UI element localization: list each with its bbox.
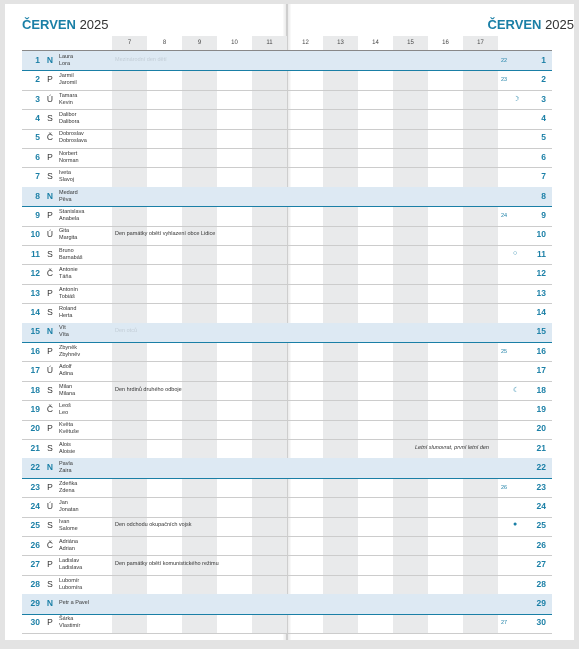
day-number-right: 19 [536, 403, 546, 414]
nameday-name: Zdena [59, 487, 75, 494]
moon-phase-icon: ☾ [513, 386, 520, 394]
day-number: 5 [35, 132, 40, 143]
weekday-letter: Č [46, 268, 54, 279]
nameday-name: Roland [59, 305, 77, 312]
weekday-letter: Ú [46, 500, 54, 511]
day-number-right: 7 [541, 171, 546, 182]
weekday-letter: P [47, 617, 53, 628]
event-label: Den odchodu okupačních vojsk [115, 522, 192, 529]
year-label: 2025 [79, 17, 109, 32]
nameday-name: Gita [59, 228, 70, 235]
weekday-letter: P [47, 287, 53, 298]
nameday-name: Adina [59, 371, 74, 378]
day-number-right: 30 [536, 617, 546, 628]
nameday-name: Milan [59, 383, 73, 390]
day-number: 10 [30, 229, 40, 240]
nameday-name: Táňa [59, 274, 72, 281]
nameday-name: Dalibora [59, 118, 80, 125]
nameday-name: Lubomír [59, 577, 80, 584]
day-number-right: 22 [536, 462, 546, 473]
nameday-name: Ivan [59, 519, 70, 526]
nameday-name: Zaira [59, 468, 72, 475]
day-number: 9 [35, 209, 40, 220]
hour-column-label: 10 [231, 40, 238, 46]
nameday-name: Květa [59, 422, 74, 429]
day-number: 23 [30, 481, 40, 492]
nameday-names [59, 442, 111, 456]
nameday-names [59, 112, 111, 126]
nameday-name: Stanislava [59, 208, 85, 215]
nameday-names [59, 209, 111, 223]
day-number-right: 26 [536, 539, 546, 550]
hour-header-right [288, 36, 500, 50]
month-name: ČERVEN [22, 17, 76, 32]
day-number-right: 25 [536, 520, 546, 531]
nameday-name: Bruno [59, 247, 74, 254]
day-number-right: 20 [536, 423, 546, 434]
hour-column-label: 14 [372, 40, 379, 46]
month-name: ČERVEN [487, 17, 542, 32]
event-label: Den otců [115, 328, 138, 335]
day-number: 7 [35, 171, 40, 182]
nameday-name: Petr a Pavel [59, 600, 89, 607]
day-number: 1 [35, 54, 40, 65]
nameday-name: Tamara [59, 92, 78, 99]
day-number: 13 [30, 287, 40, 298]
nameday-name: Salome [59, 526, 78, 533]
hour-column-label: 12 [302, 40, 309, 46]
nameday-name: Lubomíra [59, 584, 83, 591]
nameday-name: Zdeňka [59, 480, 78, 487]
weekday-letter: P [47, 423, 53, 434]
hour-column-label: 11 [252, 36, 287, 50]
week-number: 22 [501, 57, 508, 64]
weekday-letter: P [47, 151, 53, 162]
day-number: 30 [30, 617, 40, 628]
month-title-right [488, 17, 575, 32]
day-number: 17 [30, 365, 40, 376]
nameday-names [59, 539, 111, 553]
event-label: Den památky obětí vyhlazení obce Lidice [115, 231, 216, 238]
hour-column-label: 9 [182, 36, 217, 50]
nameday-name: Zbyněk [59, 344, 78, 351]
nameday-names [59, 73, 111, 87]
nameday-name: Víta [59, 332, 69, 339]
day-number-right: 24 [536, 500, 546, 511]
week-number: 26 [501, 484, 508, 491]
nameday-name: Lora [59, 60, 71, 67]
day-number-right: 13 [536, 287, 546, 298]
nameday-names [59, 151, 111, 165]
month-title-left [22, 17, 109, 32]
nameday-names [59, 500, 111, 514]
nameday-names [59, 54, 111, 68]
nameday-name: Iveta [59, 170, 71, 177]
day-number: 16 [30, 345, 40, 356]
day-number-right: 11 [537, 248, 546, 259]
day-number: 24 [30, 500, 40, 511]
weekday-letter: N [46, 326, 54, 337]
nameday-name: Medard [59, 189, 78, 196]
nameday-name: Vlastimír [59, 623, 81, 630]
nameday-name: Jan [59, 499, 68, 506]
hour-header-left [112, 36, 286, 50]
weekday-letter: Č [46, 403, 54, 414]
nameday-name: Ladislav [59, 558, 80, 565]
day-number: 20 [30, 423, 40, 434]
nameday-name: Pěva [59, 196, 72, 203]
nameday-name: Tobiáš [59, 293, 75, 300]
nameday-names [59, 267, 111, 281]
nameday-names [59, 93, 111, 107]
day-number-right: 3 [541, 93, 546, 104]
nameday-name: Květuše [59, 429, 79, 436]
weekday-letter: P [47, 74, 53, 85]
moon-phase-icon: ☽ [513, 95, 520, 103]
nameday-name: Adriána [59, 538, 78, 545]
day-number-right: 1 [541, 54, 546, 65]
day-number-right: 18 [536, 384, 546, 395]
nameday-name: Antonie [59, 267, 78, 274]
nameday-name: Milana [59, 390, 76, 397]
day-number: 28 [30, 578, 40, 589]
weekday-letter: N [46, 190, 54, 201]
day-number-right: 27 [536, 559, 546, 570]
day-number: 22 [30, 462, 40, 473]
nameday-name: Dobroslav [59, 131, 84, 138]
day-number-right: 12 [536, 268, 546, 279]
day-number: 26 [30, 539, 40, 550]
nameday-name: Pavla [59, 461, 73, 468]
hour-column-label: 13 [323, 36, 358, 50]
week-number: 24 [501, 212, 508, 219]
day-number-right: 8 [541, 190, 546, 201]
weekday-letter: P [47, 481, 53, 492]
weekday-letter: P [47, 345, 53, 356]
nameday-names [59, 325, 111, 339]
nameday-name: Norman [59, 157, 79, 164]
nameday-name: Aloisie [59, 448, 76, 455]
hour-column-label: 7 [112, 36, 147, 50]
nameday-name: Adolf [59, 364, 72, 371]
nameday-name: Vít [59, 325, 66, 332]
nameday-name: Jonatan [59, 506, 79, 513]
nameday-name: Šárka [59, 616, 74, 623]
nameday-names [59, 384, 111, 398]
weekday-letter: Ú [46, 93, 54, 104]
nameday-name: Alois [59, 441, 71, 448]
hour-column-label: 17 [463, 36, 498, 50]
nameday-name: Norbert [59, 150, 78, 157]
row-separator [22, 633, 552, 634]
weekday-letter: S [47, 112, 53, 123]
nameday-name: Dalibor [59, 111, 77, 118]
nameday-names [59, 519, 111, 533]
nameday-name: Antonín [59, 286, 78, 293]
nameday-name: Jarmil [59, 73, 74, 80]
nameday-name: Adrian [59, 545, 75, 552]
nameday-name: Margita [59, 235, 78, 242]
day-number: 3 [35, 93, 40, 104]
nameday-name: Zbyhněv [59, 351, 81, 358]
weekday-letter: Č [46, 132, 54, 143]
nameday-names [59, 190, 111, 204]
nameday-names [59, 403, 111, 417]
nameday-names [59, 131, 111, 145]
day-number: 18 [30, 384, 40, 395]
nameday-name: Leoš [59, 402, 71, 409]
nameday-names [59, 170, 111, 184]
nameday-names [59, 481, 111, 495]
nameday-names [59, 600, 111, 607]
nameday-names [59, 306, 111, 320]
day-number-right: 10 [536, 229, 546, 240]
day-number-right: 2 [541, 74, 546, 85]
week-number: 27 [501, 620, 508, 627]
weekday-letter: Ú [46, 365, 54, 376]
day-number: 15 [30, 326, 40, 337]
moon-phase-icon: ○ [513, 249, 518, 257]
nameday-names [59, 228, 111, 242]
day-number-right: 16 [536, 345, 546, 356]
hour-column-label: 15 [393, 36, 428, 50]
day-number-right: 17 [536, 365, 546, 376]
hour-column-label: 16 [442, 40, 449, 46]
day-number-right: 4 [541, 112, 546, 123]
nameday-names [59, 558, 111, 572]
nameday-name: Barnabáš [59, 254, 83, 261]
weekday-letter: S [47, 520, 53, 531]
nameday-names [59, 578, 111, 592]
day-number-right: 23 [536, 481, 546, 492]
event-label: Mezinárodní den dětí [115, 56, 167, 63]
weekday-letter: S [47, 306, 53, 317]
weekday-letter: N [46, 597, 54, 608]
nameday-names [59, 422, 111, 436]
day-number: 19 [30, 403, 40, 414]
day-number: 4 [35, 112, 40, 123]
nameday-name: Ladislava [59, 565, 83, 572]
weekday-letter: Č [46, 539, 54, 550]
nameday-name: Herta [59, 312, 73, 319]
day-number: 8 [35, 190, 40, 201]
weekday-letter: S [47, 384, 53, 395]
nameday-name: Kevin [59, 99, 73, 106]
day-number: 14 [30, 306, 40, 317]
event-label: Den hrdinů druhého odboje [115, 386, 182, 393]
day-number-right: 14 [536, 306, 546, 317]
week-number: 25 [501, 348, 508, 355]
year-label: 2025 [545, 17, 574, 32]
weekday-letter: S [47, 578, 53, 589]
day-number-right: 6 [541, 151, 546, 162]
nameday-name: Anabela [59, 215, 80, 222]
day-number-right: 21 [536, 442, 546, 453]
weekday-letter: N [46, 462, 54, 473]
weekday-letter: Ú [46, 229, 54, 240]
day-number: 25 [30, 520, 40, 531]
weekday-letter: S [47, 248, 53, 259]
nameday-name: Dobroslava [59, 138, 87, 145]
weekday-letter: P [47, 559, 53, 570]
day-number: 21 [30, 442, 40, 453]
nameday-names [59, 248, 111, 262]
nameday-names [59, 287, 111, 301]
nameday-name: Slavoj [59, 177, 74, 184]
moon-phase-icon: ● [513, 521, 518, 529]
day-number: 2 [35, 74, 40, 85]
nameday-names [59, 616, 111, 630]
nameday-name: Laura [59, 53, 74, 60]
day-number: 27 [30, 559, 40, 570]
nameday-names [59, 461, 111, 475]
event-label: Den památky obětí komunistického režimu [115, 561, 219, 568]
nameday-names [59, 364, 111, 378]
hour-column-label: 8 [162, 40, 167, 46]
week-number: 23 [501, 77, 508, 84]
day-number: 6 [35, 151, 40, 162]
event-label-right: Letní slunovrat, první letní den [415, 444, 489, 451]
day-number: 29 [30, 597, 40, 608]
day-number-right: 28 [536, 578, 546, 589]
weekday-letter: S [47, 171, 53, 182]
day-number-right: 5 [541, 132, 546, 143]
day-number: 12 [30, 268, 40, 279]
weekday-letter: N [46, 54, 54, 65]
day-number-right: 15 [536, 326, 546, 337]
weekday-letter: P [47, 209, 53, 220]
day-number: 11 [31, 248, 40, 259]
nameday-name: Jaromil [59, 80, 77, 87]
day-number-right: 29 [536, 597, 546, 608]
nameday-names [59, 345, 111, 359]
weekday-letter: S [47, 442, 53, 453]
nameday-name: Leo [59, 409, 69, 416]
day-number-right: 9 [541, 209, 546, 220]
